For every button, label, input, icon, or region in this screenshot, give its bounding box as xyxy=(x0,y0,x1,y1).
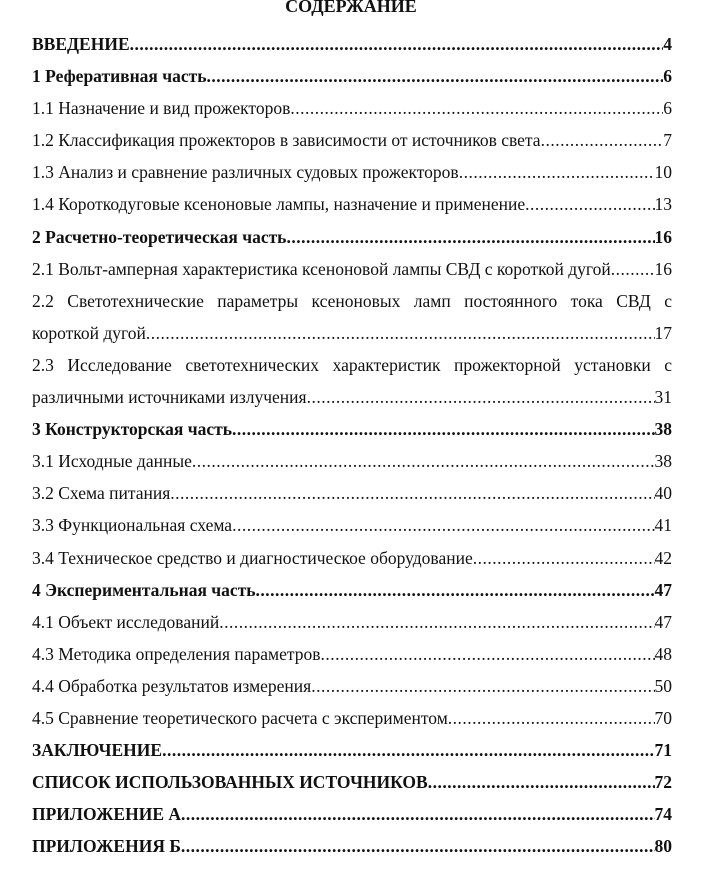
toc-entry-page: 50 xyxy=(654,675,672,696)
dot-leader xyxy=(459,156,655,188)
toc-entry[interactable] xyxy=(32,60,672,92)
toc-entry-page: 48 xyxy=(654,643,672,664)
toc-entry-page: 38 xyxy=(654,451,672,472)
toc-entry[interactable] xyxy=(32,445,672,477)
toc-entry-title: ПРИЛОЖЕНИЯ Б xyxy=(32,836,181,857)
toc-entry-page: 41 xyxy=(654,515,672,536)
toc-entry-page: 7 xyxy=(663,130,672,151)
toc-entry[interactable] xyxy=(32,509,672,541)
toc-entry-page: 38 xyxy=(654,419,672,440)
dot-leader xyxy=(181,830,655,862)
dot-leader xyxy=(170,477,654,509)
toc-entry-page: 70 xyxy=(654,707,672,728)
toc-entry-title: 1.2 Классификация прожекторов в зависимости от источников света xyxy=(32,130,541,151)
toc-entry-title: 3.1 Исходные данные xyxy=(32,451,192,472)
toc-entry-page: 42 xyxy=(654,547,672,568)
dot-leader xyxy=(428,766,655,798)
toc-entry-title: СПИСОК ИСПОЛЬЗОВАННЫХ ИСТОЧНИКОВ xyxy=(32,772,428,793)
toc-entry-title: ПРИЛОЖЕНИЕ А xyxy=(32,804,182,825)
toc-entry-page: 74 xyxy=(654,804,672,825)
toc-entry-title: 1 Реферативная часть xyxy=(32,66,207,87)
toc-entry-title: 4.1 Объект исследований xyxy=(32,611,220,632)
toc-entry-title: 1.4 Короткодуговые ксеноновые лампы, назначение и применение xyxy=(32,194,526,215)
toc-entry[interactable] xyxy=(32,381,672,413)
toc-entry-page: 16 xyxy=(654,258,672,279)
toc-entry-page: 10 xyxy=(654,162,672,183)
dot-leader xyxy=(232,413,655,445)
dot-leader xyxy=(448,702,655,734)
toc-entry[interactable] xyxy=(32,606,672,638)
toc-entry[interactable] xyxy=(32,734,672,766)
toc-entry-title: 4.4 Обработка результатов измерения xyxy=(32,675,312,696)
toc-entry[interactable] xyxy=(32,253,672,285)
toc-entry-title: 2 Расчетно-теоретическая часть xyxy=(32,226,287,247)
toc-entry-title-line2: различными источниками излучения xyxy=(32,387,307,408)
toc-entry-page: 6 xyxy=(663,98,672,119)
toc-entry-page: 80 xyxy=(654,836,672,857)
toc-entry-page: 13 xyxy=(654,194,672,215)
dot-leader xyxy=(192,445,655,477)
toc-entry-page: 71 xyxy=(654,740,672,761)
dot-leader xyxy=(541,124,664,156)
toc-entry-title: 1.3 Анализ и сравнение различных судовых прожекторов xyxy=(32,162,459,183)
toc-entry-page: 17 xyxy=(654,322,672,343)
dot-leader xyxy=(256,574,655,606)
toc-entry[interactable] xyxy=(32,413,672,445)
dot-leader xyxy=(232,509,654,541)
toc-entry[interactable] xyxy=(32,92,672,124)
dot-leader xyxy=(311,670,654,702)
toc-entry[interactable] xyxy=(32,798,672,830)
toc-entry[interactable] xyxy=(32,574,672,606)
toc-entry-title: ЗАКЛЮЧЕНИЕ xyxy=(32,740,163,761)
table-of-contents xyxy=(32,28,672,862)
toc-entry-title-line1[interactable]: 2.2 Светотехнические параметры ксеноновых ламп постоянного тока СВД с xyxy=(32,290,672,311)
toc-entry-title-line1[interactable]: 2.3 Исследование светотехнических характеристик прожекторной установки с xyxy=(32,354,672,375)
toc-entry[interactable] xyxy=(32,124,672,156)
toc-entry-title: 4.5 Сравнение теоретического расчета с экспериментом xyxy=(32,707,448,728)
dot-leader xyxy=(290,92,663,124)
toc-entry[interactable] xyxy=(32,317,672,349)
toc-entry-page: 31 xyxy=(654,387,672,408)
toc-entry[interactable] xyxy=(32,221,672,253)
toc-entry-page: 4 xyxy=(663,34,672,54)
dot-leader xyxy=(219,606,654,638)
dot-leader xyxy=(525,188,654,220)
dot-leader xyxy=(207,60,664,92)
toc-entry-page: 47 xyxy=(654,611,672,632)
dot-leader xyxy=(162,734,654,766)
toc-entry[interactable] xyxy=(32,766,672,798)
dot-leader xyxy=(146,317,655,349)
toc-entry-title: 3.4 Техническое средство и диагностическое оборудование xyxy=(32,547,473,568)
toc-entry-title: 3 Конструкторская часть xyxy=(32,419,232,440)
toc-entry[interactable] xyxy=(32,638,672,670)
dot-leader xyxy=(473,542,655,574)
dot-leader xyxy=(286,221,654,253)
toc-entry-page: 40 xyxy=(654,483,672,504)
toc-title: СОДЕРЖАНИЕ xyxy=(285,0,417,16)
toc-entry[interactable] xyxy=(32,670,672,702)
toc-entry-title-line2: короткой дугой xyxy=(32,322,146,343)
toc-entry[interactable] xyxy=(32,542,672,574)
toc-entry[interactable] xyxy=(32,477,672,509)
toc-entry-title: ВВЕДЕНИЕ xyxy=(32,34,130,54)
toc-entry-page: 16 xyxy=(654,226,672,247)
toc-entry-title: 4 Экспериментальная часть xyxy=(32,579,256,600)
toc-entry-title: 1.1 Назначение и вид прожекторов xyxy=(32,98,291,119)
dot-leader xyxy=(321,638,655,670)
dot-leader xyxy=(611,253,655,285)
toc-entry-page: 72 xyxy=(654,772,672,793)
dot-leader xyxy=(307,381,655,413)
toc-entry-page: 6 xyxy=(663,66,672,87)
toc-entry-title: 2.1 Вольт-амперная характеристика ксеноновой лампы СВД с короткой дугой xyxy=(32,258,611,279)
toc-entry[interactable] xyxy=(32,28,672,60)
toc-entry[interactable] xyxy=(32,188,672,220)
dot-leader xyxy=(130,28,664,60)
toc-entry[interactable] xyxy=(32,702,672,734)
toc-entry-title: 3.2 Схема питания xyxy=(32,483,171,504)
toc-entry-title: 4.3 Методика определения параметров xyxy=(32,643,321,664)
toc-entry-page: 47 xyxy=(654,579,672,600)
toc-entry-title: 3.3 Функциональная схема xyxy=(32,515,233,536)
toc-entry[interactable] xyxy=(32,830,672,862)
toc-entry[interactable] xyxy=(32,156,672,188)
dot-leader xyxy=(181,798,654,830)
